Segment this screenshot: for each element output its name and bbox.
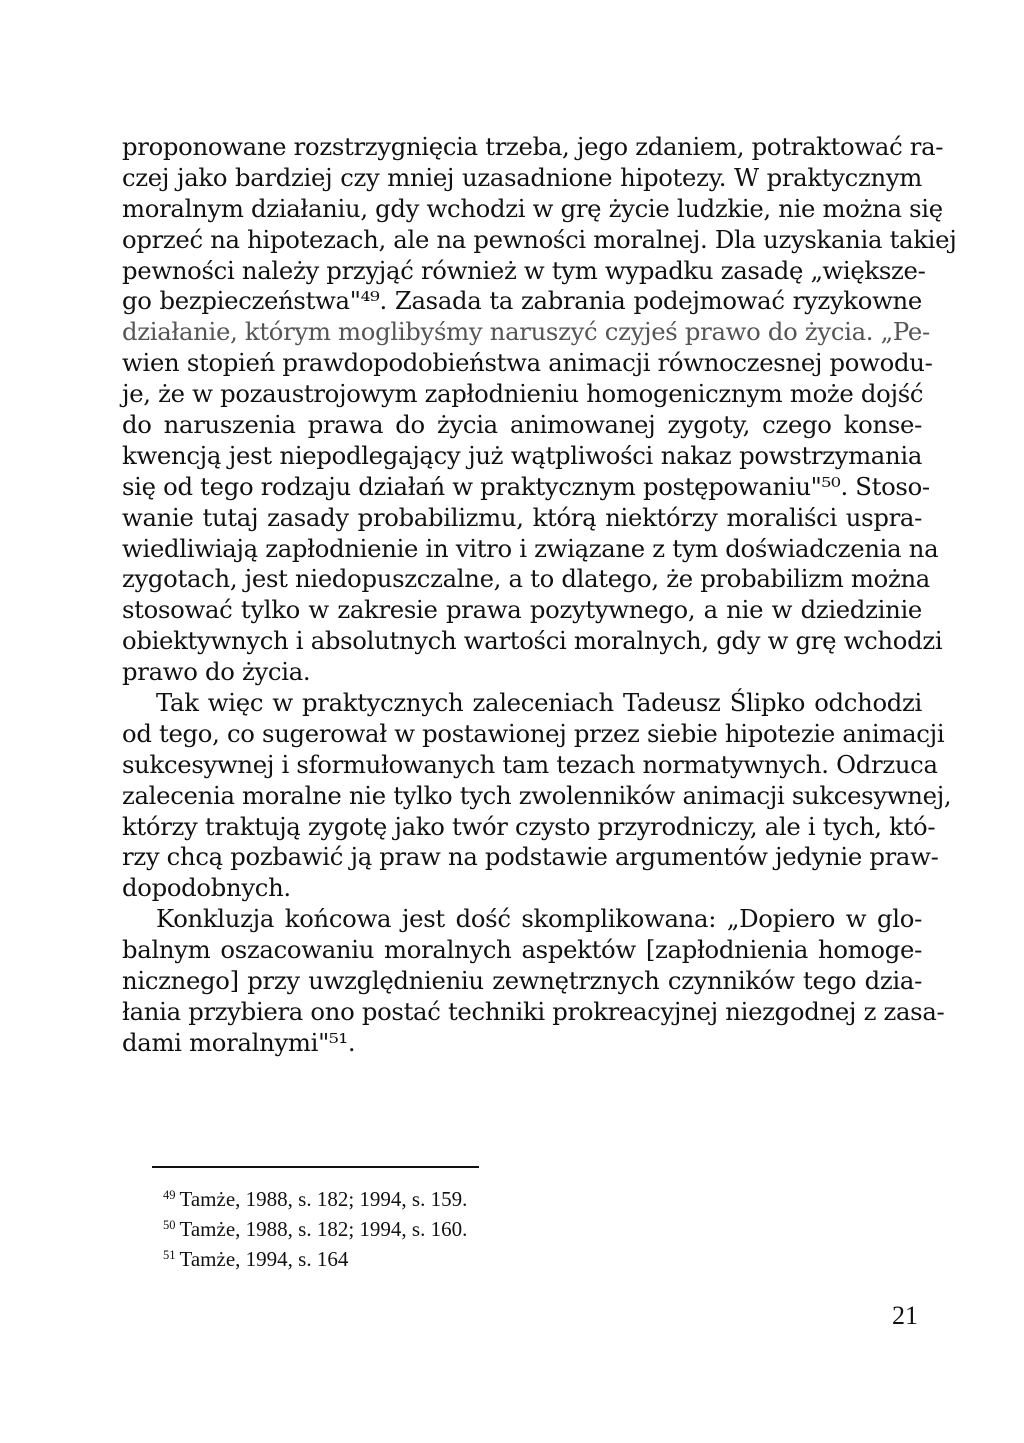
text-line: wien stopień prawdopodobieństwa animacji równoczesnej powodu- (122, 348, 933, 378)
footnote-50 (163, 1210, 467, 1240)
footnote-49 (163, 1180, 467, 1210)
text-line: stosować tylko w zakresie prawa pozytywnego, a nie w dziedzinie (122, 595, 922, 625)
text-line: zalecenia moralne nie tylko tych zwolenników animacji sukcesywnej, (122, 780, 952, 810)
text-line: dami moralnymi"⁵¹. (122, 1027, 356, 1057)
text-line: je, że w pozaustrojowym zapłodnieniu homogenicznym może dojść (122, 379, 924, 409)
text-line: sukcesywnej i sformułowanych tam tezach normatywnych. Odrzuca (122, 749, 938, 779)
text-line: Konkluzja końcowa jest dość skomplikowana: „Dopiero w glo- (156, 904, 922, 934)
text-line: od tego, co sugerował w postawionej przez siebie hipotezie animacji (122, 718, 945, 748)
text-line: prawo do życia. (122, 657, 311, 687)
text-line: nicznego] przy uwzględnieniu zewnętrznych czynników tego dzia- (122, 966, 922, 996)
text-line: czej jako bardziej czy mniej uzasadnione hipotezy. W praktycznym (122, 162, 922, 192)
text-line: łania przybiera ono postać techniki prokreacyjnej niezgodnej z zasa- (122, 996, 945, 1026)
text-line: oprzeć na hipotezach, ale na pewności moralnej. Dla uzyskania takiej (122, 224, 957, 254)
footnote-51 (163, 1240, 467, 1270)
footnote-text: Tamże, 1988, s. 182; 1994, s. 159. (179, 1187, 468, 1211)
footnote-text: Tamże, 1988, s. 182; 1994, s. 160. (179, 1217, 468, 1241)
main-text (122, 132, 957, 1059)
text-line: Tak więc w praktycznych zaleceniach Tadeusz Ślipko odchodzi (156, 688, 922, 718)
text-line: się od tego rodzaju działań w praktycznym postępowaniu"⁵⁰. Stoso- (122, 471, 930, 501)
text-line: go bezpieczeństwa"⁴⁹. Zasada ta zabrania podejmować ryzykowne (122, 286, 922, 316)
text-line: kwencją jest niepodlegający już wątpliwości nakaz powstrzymania (122, 440, 922, 470)
text-line: do naruszenia prawa do życia animowanej zygoty, czego konse- (122, 410, 922, 440)
text-line: balnym oszacowaniu moralnych aspektów [zapłodnienia homoge- (122, 935, 922, 965)
footnote-number: 51 (163, 1248, 176, 1262)
text-line: wiedliwiają zapłodnienie in vitro i związane z tym doświadczenia na (122, 533, 939, 563)
text-line: moralnym działaniu, gdy wchodzi w grę życie ludzkie, nie można się (122, 193, 943, 223)
footnote-separator (152, 1166, 479, 1168)
text-line: proponowane rozstrzygnięcia trzeba, jego zdaniem, potraktować ra- (122, 132, 944, 161)
text-line: pewności należy przyjąć również w tym wypadku zasadę „większe- (122, 255, 926, 285)
footnote-number: 49 (163, 1188, 176, 1202)
text-line: wanie tutaj zasady probabilizmu, którą niektórzy moraliści uspra- (122, 502, 922, 532)
footnote-number: 50 (163, 1218, 176, 1232)
text-line: dopodobnych. (122, 873, 291, 903)
page-number: 21 (892, 1301, 918, 1330)
footnotes (163, 1180, 467, 1270)
text-line: rzy chcą pozbawić ją praw na podstawie argumentów jedynie praw- (122, 842, 939, 872)
text-line: działanie, którym moglibyśmy naruszyć czyjeś prawo do życia. „Pe- (122, 317, 930, 347)
text-line: obiektywnych i absolutnych wartości moralnych, gdy w grę wchodzi (122, 626, 943, 656)
text-line: zygotach, jest niedopuszczalne, a to dlatego, że probabilizm można (122, 564, 930, 594)
footnote-text: Tamże, 1994, s. 164 (179, 1247, 349, 1271)
text-line: którzy traktują zygotę jako twór czysto przyrodniczy, ale i tych, któ- (122, 811, 936, 841)
